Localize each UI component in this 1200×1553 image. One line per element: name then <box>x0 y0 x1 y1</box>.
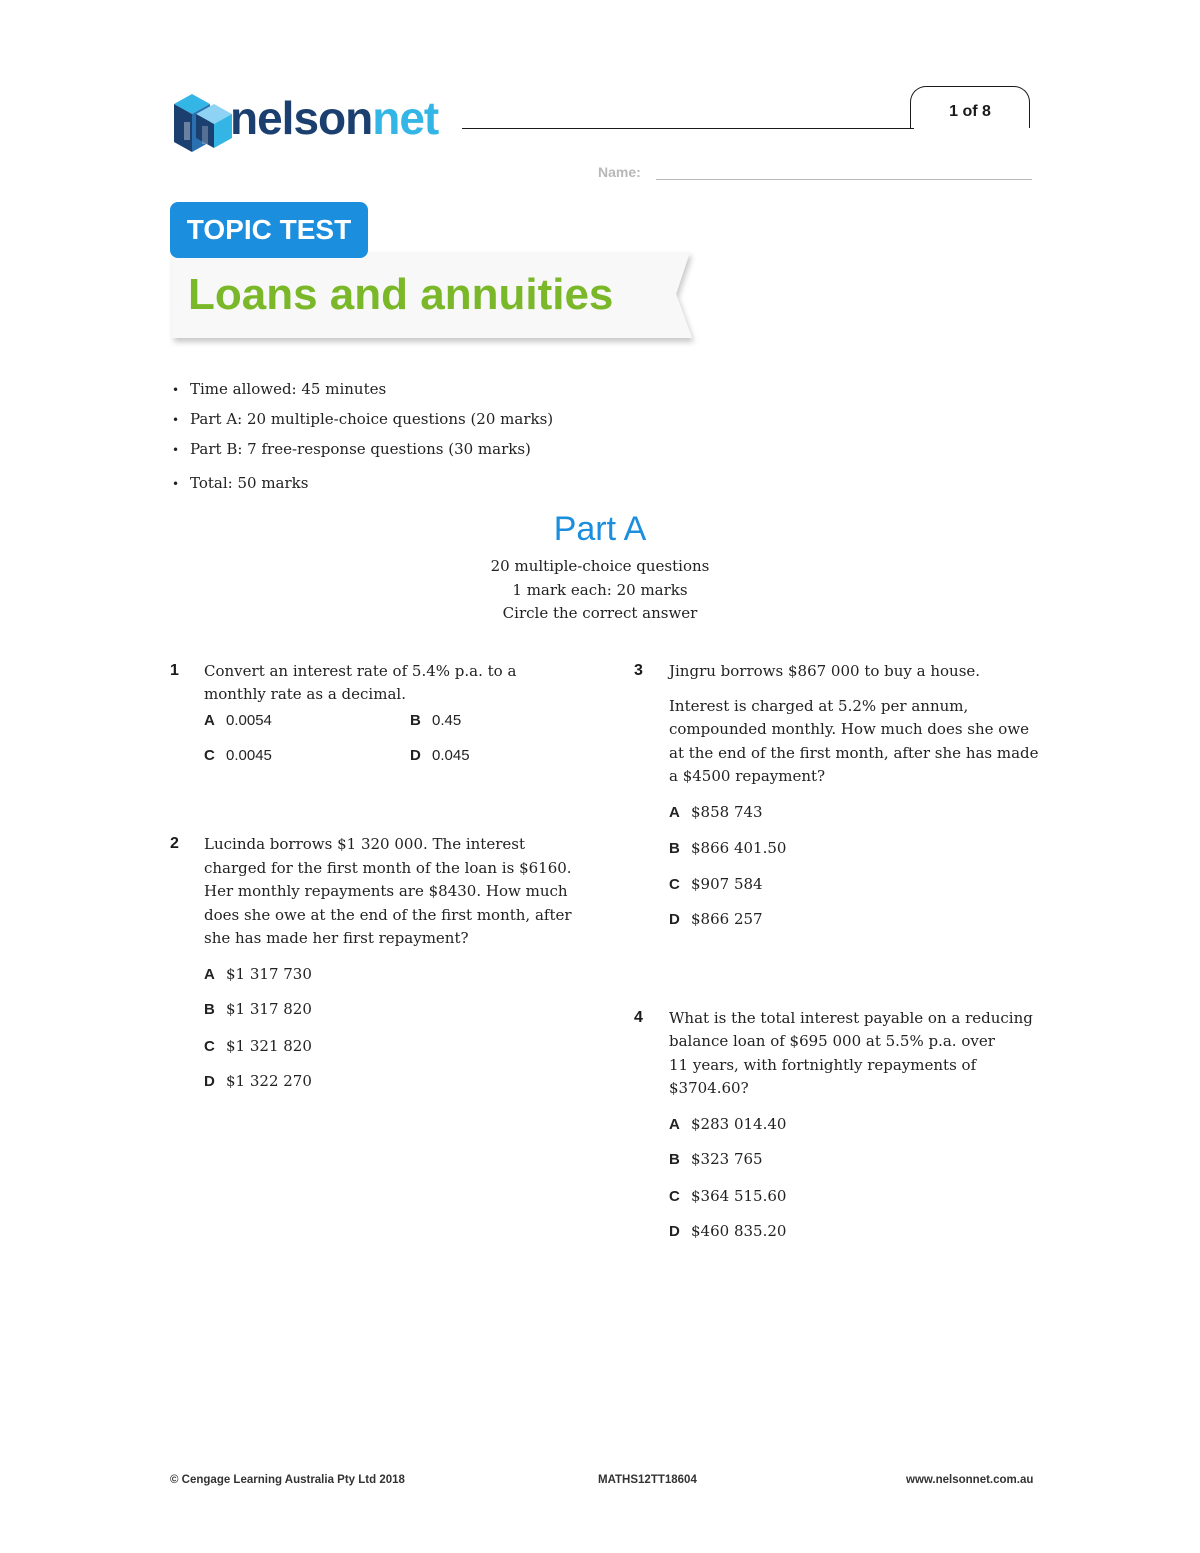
question-4-option-c[interactable] <box>669 1187 786 1205</box>
question-4-option-d[interactable] <box>669 1222 786 1240</box>
option-value: $866 401.50 <box>691 839 787 857</box>
question-1-option-c[interactable] <box>204 746 272 764</box>
info-total: • Total: 50 marks <box>172 474 308 493</box>
question-3-option-a[interactable] <box>669 803 763 821</box>
option-value: $364 515.60 <box>691 1187 787 1205</box>
option-letter: B <box>669 840 680 857</box>
question-3-option-c[interactable] <box>669 875 763 893</box>
brand-wordmark <box>230 92 438 144</box>
question-3-line-3: at the end of the first month, after she has made <box>669 744 1039 762</box>
option-letter: D <box>669 1223 680 1240</box>
info-part-a: • Part A: 20 multiple-choice questions (20 marks) <box>172 410 553 429</box>
footer-website-link[interactable]: www.nelsonnet.com.au <box>906 1474 1034 1486</box>
option-value: 0.45 <box>432 712 462 729</box>
question-2-line-2: charged for the first month of the loan is $6160. <box>204 859 572 877</box>
option-letter: D <box>669 911 680 928</box>
option-letter: B <box>410 712 421 729</box>
brand-part-nelson: nelson <box>230 92 373 144</box>
option-letter: A <box>669 804 680 821</box>
option-value: 0.045 <box>432 747 470 764</box>
question-4-option-b[interactable] <box>669 1150 763 1168</box>
option-value: $1 317 820 <box>226 1000 312 1018</box>
question-2-option-d[interactable] <box>204 1072 312 1090</box>
option-value: 0.0045 <box>226 747 272 764</box>
option-value: $460 835.20 <box>691 1222 787 1240</box>
page-indicator: 1 of 8 <box>949 103 991 120</box>
question-3-number: 3 <box>634 662 643 679</box>
question-1-line-1: Convert an interest rate of 5.4% p.a. to a <box>204 662 517 680</box>
option-value: $323 765 <box>691 1150 763 1168</box>
question-1-option-d[interactable] <box>410 746 470 764</box>
option-value: $1 321 820 <box>226 1037 312 1055</box>
option-letter: A <box>204 712 215 729</box>
question-2-number: 2 <box>170 835 179 852</box>
option-letter: D <box>204 1073 215 1090</box>
footer-copyright: © Cengage Learning Australia Pty Ltd 2018 <box>170 1474 405 1486</box>
option-value: $907 584 <box>691 875 763 893</box>
option-value: $1 317 730 <box>226 965 312 983</box>
info-time-allowed: • Time allowed: 45 minutes <box>172 380 386 399</box>
option-letter: B <box>204 1001 215 1018</box>
option-letter: D <box>410 747 421 764</box>
question-3-line-4: a $4500 repayment? <box>669 767 826 785</box>
question-1-option-a[interactable] <box>204 711 272 729</box>
question-2-line-3: Her monthly repayments are $8430. How much <box>204 882 568 900</box>
question-2-option-b[interactable] <box>204 1000 312 1018</box>
page-title: Loans and annuities <box>188 270 614 319</box>
question-1-line-2: monthly rate as a decimal. <box>204 685 406 703</box>
question-4-line-2: balance loan of $695 000 at 5.5% p.a. over <box>669 1032 995 1050</box>
question-3-line-2: compounded monthly. How much does she owe <box>669 720 1030 738</box>
question-1-number: 1 <box>170 662 179 679</box>
part-a-subtitle-3: Circle the correct answer <box>502 604 698 622</box>
option-value: $866 257 <box>691 910 763 928</box>
question-2-line-5: she has made her first repayment? <box>204 929 469 947</box>
part-a-subtitle-1: 20 multiple-choice questions <box>490 557 710 575</box>
question-3-option-d[interactable] <box>669 910 763 928</box>
option-letter: A <box>669 1116 680 1133</box>
option-letter: C <box>204 747 215 764</box>
header-rule <box>462 128 914 129</box>
option-letter: C <box>669 876 680 893</box>
option-letter: A <box>204 966 215 983</box>
question-2-line-4: does she owe at the end of the first month, after <box>204 906 572 924</box>
question-4-line-1: What is the total interest payable on a reducing <box>669 1009 1033 1027</box>
question-3-intro: Jingru borrows $867 000 to buy a house. <box>669 662 981 680</box>
question-4-line-4: $3704.60? <box>669 1079 749 1097</box>
question-4-number: 4 <box>634 1009 643 1026</box>
name-field-line[interactable] <box>656 179 1032 180</box>
question-2-option-c[interactable] <box>204 1037 312 1055</box>
option-letter: C <box>204 1038 215 1055</box>
question-1-option-b[interactable] <box>410 711 461 729</box>
option-value: 0.0054 <box>226 712 272 729</box>
question-3-line-1: Interest is charged at 5.2% per annum, <box>669 697 969 715</box>
question-2-line-1: Lucinda borrows $1 320 000. The interest <box>204 835 525 853</box>
option-value: $858 743 <box>691 803 763 821</box>
question-4-line-3: 11 years, with fortnightly repayments of <box>669 1056 977 1074</box>
question-2-option-a[interactable] <box>204 965 312 983</box>
topic-test-label: TOPIC TEST <box>186 214 352 245</box>
brand-part-net: net <box>372 92 439 144</box>
option-value: $1 322 270 <box>226 1072 312 1090</box>
part-a-title: Part A <box>553 510 647 548</box>
question-3-option-b[interactable] <box>669 839 786 857</box>
option-value: $283 014.40 <box>691 1115 787 1133</box>
part-a-subtitle-2: 1 mark each: 20 marks <box>512 581 688 599</box>
option-letter: C <box>669 1188 680 1205</box>
info-part-b: • Part B: 7 free-response questions (30 marks) <box>172 440 531 459</box>
question-4-option-a[interactable] <box>669 1115 786 1133</box>
option-letter: B <box>669 1151 680 1168</box>
footer-code: MATHS12TT18604 <box>598 1474 697 1486</box>
name-label: Name: <box>598 164 641 180</box>
